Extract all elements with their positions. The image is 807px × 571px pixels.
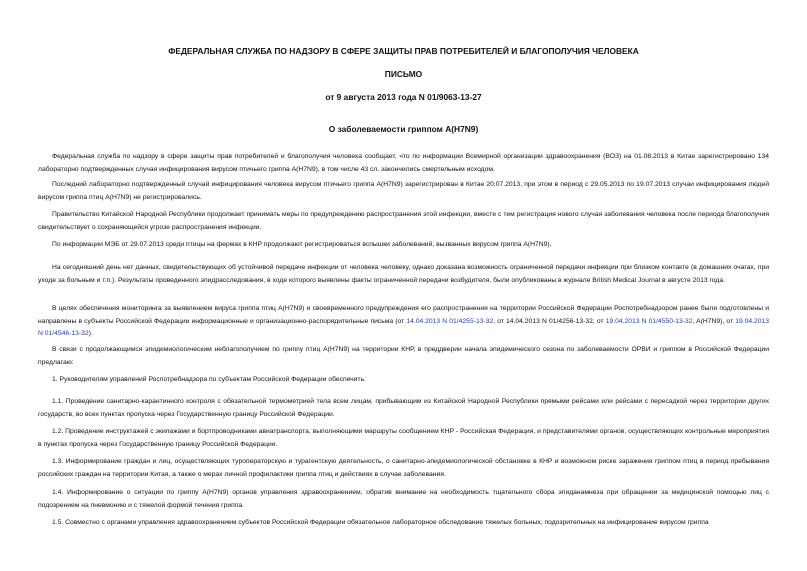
letter-link-4546[interactable]: 19.04.2013 N 01/4546-13-32 [38, 317, 770, 337]
paragraph-monitoring-letters [38, 303, 769, 341]
document-date-number: от 9 августа 2013 года N 01/9063-13-27 [325, 92, 482, 102]
agency-heading: ФЕДЕРАЛЬНАЯ СЛУЖБА ПО НАДЗОРУ В СФЕРЕ ЗАЩИТЫ ПРАВ ПОТРЕБИТЕЛЕЙ И БЛАГОПОЛУЧИЯ ЧЕЛОВЕКА [168, 46, 639, 56]
document-subject: О заболеваемости гриппом A(H7N9) [328, 124, 479, 134]
paragraph-who-statistics: Федеральная служба по надзору в сфере защиты прав потребителей и благополучия человека сообщает, что по информации Всемирной организации здравоохранения (ВОЗ) на 01.08.2013 в Китае зарегистрировано 134 лабораторно подтвержденных случая инфицирования вирусом птичьего гриппа A(H7N9), в том числе 43 сл. закончились смертельным исходом. [38, 153, 769, 173]
letter-link-4255[interactable]: 14.04.2013 N 01/4255-13-32 [406, 317, 494, 325]
paragraph-item-1-3: 1.3. Информирование граждан и лиц, осуществляющих туроператорскую и турагентскую деятельность, о санитарно-эпидемиологической обстановке в КНР и возможном риске заражения гриппом птиц в период пребывания российских граждан на территории Китая, а также о мерах личной профилактики гриппа птиц и действиях в случае заболевания. [38, 458, 769, 478]
paragraph-oie-info: По информации МЭБ от 29.07.2013 среди птицы на фермах в КНР продолжают регистрироваться вспышки заболеваний, вызванных вирусом гриппа A(H7N9). [52, 241, 552, 248]
paragraph-item-1-1: 1.1. Проведение санитарно-карантинного контроля с обязательной термометрией тела всем лицам, прибывающим из Китайской Народной Республики прямыми рейсами или рейсами с пересадкой через территории других государств, во всех пунктах пропуска через Государственную границу Российской Федерации. [38, 398, 769, 418]
paragraph-last-case: Последний лабораторно подтвержденный случай инфицирования человека вирусом птичьего гриппа A(H7N9) зарегистрирован в Китае 20.07.2013, при этом в период с 29.05.2013 по 19.07.2013 случаи инфицирования людей вирусом гриппа птиц A(H7N9) не регистрировались. [38, 181, 769, 201]
paragraph-china-measures: Правительство Китайской Народной Республики продолжает принимать меры по предупреждению распространения этой инфекции, вместе с тем регистрация нового случая заболевания человека после периода благополучия свидетельствует о сохраняющейся угрозе распространения инфекции. [38, 211, 769, 231]
paragraph-transmission: На сегодняшний день нет данных, свидетельствующих об устойчивой передаче инфекции от человека человеку, однако доказана возможность ограниченной передачи инфекции при близком контакте (в домашних очагах, при уходе за больным и т.п.). Результаты проведенного эпидрасследования, в ходе которого выявлены факты ограниченной передачи возбудителя, были опубликованы в журнале British Medical Journal в августе 2013 года. [38, 264, 769, 284]
paragraph-item-1: 1. Руководителям управлений Роспотребнадзора по субъектам Российской Федерации обеспечить: [52, 376, 366, 383]
monitoring-text-before: В целях обеспечения мониторинга за выявлением вируса гриппа птиц A(H7N9) и своевременного предупреждения его распространения на территории Российской Федерации Роспотребнадзором ранее были подготовлены и направлены в субъекты Российской Федерации информационные и организационно-распорядительные письма (от [38, 305, 769, 325]
paragraph-item-1-4: 1.4. Информирование о ситуации по гриппу A(H7N9) органов управления здравоохранением, обратив внимание на необходимость тщательного сбора эпиданамнеза при обращении за медицинской помощью лиц с подозрением на пневмонию и с тяжелой формой течения гриппа. [38, 489, 769, 509]
monitoring-separator-2: , A(H7N9), от [692, 317, 736, 325]
monitoring-text-after: ). [88, 330, 93, 337]
monitoring-separator-1: , от 14.04.2013 N 01/4256-13-32, от [493, 317, 606, 325]
paragraph-proposal-intro: В связи с продолжающимся эпидемиологическим неблагополучием по гриппу птиц A(H7N9) на территории КНР, в преддверии начала эпидемического сезона по заболеваемости ОРВИ и гриппом в Российской Федерации предлагаю: [38, 346, 769, 366]
paragraph-item-1-5: 1.5. Совместно с органами управления здравоохранением субъектов Российской Федерации обязательное лабораторное обследование тяжелых больных, подозрительных на инфицирование вирусом гриппа [52, 519, 709, 526]
letter-link-4550[interactable]: 19.04.2013 N 01/4550-13-32 [605, 317, 693, 325]
document-type: ПИСЬМО [384, 69, 423, 79]
paragraph-item-1-2: 1.2. Проведение инструктажей с экипажами и бортпроводниками авиатранспорта, выполняющими маршруты сообщением КНР - Российская Федерация, и представителями органов, осуществляющих контрольные мероприятия в пунктах пропуска через Государственную границу Российской Федерации. [38, 428, 769, 448]
